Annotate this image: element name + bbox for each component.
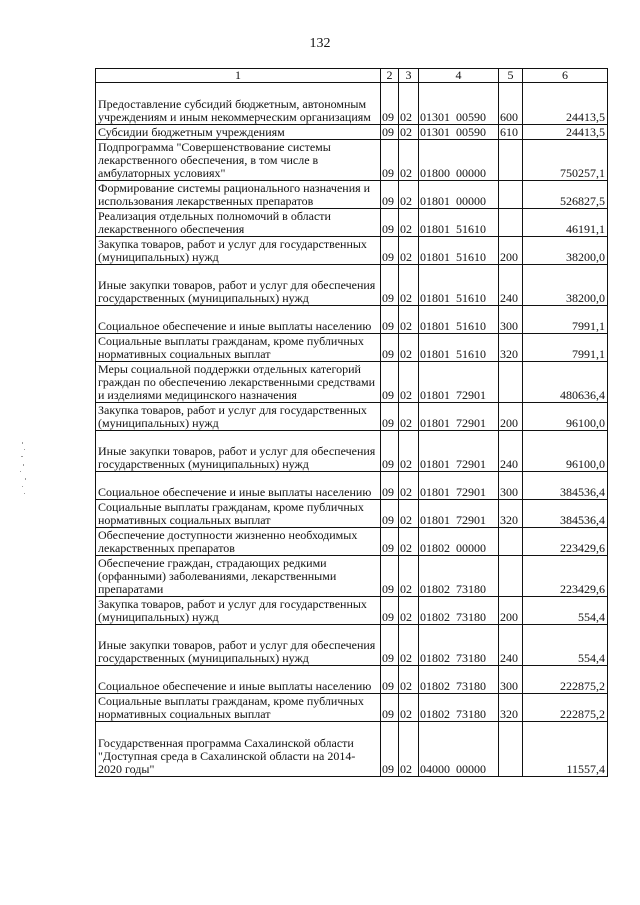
header-col-5: 5 xyxy=(499,69,523,83)
item-name: Подпрограмма "Совершенствование системы лекарственного обеспечения, в том числе в амбулаторных условиях" xyxy=(96,140,381,181)
target-article-code: 01801 00000 xyxy=(419,181,499,209)
table-row xyxy=(96,362,608,403)
table-row xyxy=(96,472,608,500)
table-row xyxy=(96,306,608,334)
table-row xyxy=(96,237,608,265)
section-code: 09 xyxy=(381,125,399,140)
section-code: 09 xyxy=(381,334,399,362)
subsection-code: 02 xyxy=(399,500,419,528)
section-code: 09 xyxy=(381,556,399,597)
subsection-code: 02 xyxy=(399,237,419,265)
subsection-code: 02 xyxy=(399,125,419,140)
amount: 384536,4 xyxy=(523,500,608,528)
section-code: 09 xyxy=(381,237,399,265)
expense-type-code: 320 xyxy=(499,334,523,362)
table-row xyxy=(96,209,608,237)
section-code: 09 xyxy=(381,306,399,334)
amount: 96100,0 xyxy=(523,431,608,472)
section-code: 09 xyxy=(381,265,399,306)
item-name: Социальные выплаты гражданам, кроме публичных нормативных социальных выплат xyxy=(96,694,381,722)
header-col-2: 2 xyxy=(381,69,399,83)
target-article-code: 01800 00000 xyxy=(419,140,499,181)
budget-table xyxy=(95,68,608,777)
table-row xyxy=(96,181,608,209)
target-article-code: 01802 73180 xyxy=(419,666,499,694)
subsection-code: 02 xyxy=(399,140,419,181)
section-code: 09 xyxy=(381,403,399,431)
table-row xyxy=(96,722,608,777)
amount: 223429,6 xyxy=(523,556,608,597)
subsection-code: 02 xyxy=(399,181,419,209)
section-code: 09 xyxy=(381,625,399,666)
amount: 526827,5 xyxy=(523,181,608,209)
amount: 554,4 xyxy=(523,597,608,625)
target-article-code: 01801 51610 xyxy=(419,209,499,237)
scan-marks-decoration xyxy=(16,440,30,500)
item-name: Социальное обеспечение и иные выплаты населению xyxy=(96,666,381,694)
item-name: Государственная программа Сахалинской области "Доступная среда в Сахалинской области на 2014-2020 годы" xyxy=(96,722,381,777)
expense-type-code: 240 xyxy=(499,431,523,472)
table-row xyxy=(96,140,608,181)
subsection-code: 02 xyxy=(399,597,419,625)
section-code: 09 xyxy=(381,666,399,694)
header-col-3: 3 xyxy=(399,69,419,83)
amount: 480636,4 xyxy=(523,362,608,403)
expense-type-code: 240 xyxy=(499,265,523,306)
expense-type-code: 200 xyxy=(499,597,523,625)
subsection-code: 02 xyxy=(399,472,419,500)
subsection-code: 02 xyxy=(399,556,419,597)
item-name: Формирование системы рационального назначения и использования лекарственных препаратов xyxy=(96,181,381,209)
target-article-code: 01801 51610 xyxy=(419,237,499,265)
item-name: Иные закупки товаров, работ и услуг для обеспечения государственных (муниципальных) нужд xyxy=(96,431,381,472)
item-name: Реализация отдельных полномочий в области лекарственного обеспечения xyxy=(96,209,381,237)
item-name: Социальное обеспечение и иные выплаты населению xyxy=(96,306,381,334)
item-name: Социальное обеспечение и иные выплаты населению xyxy=(96,472,381,500)
target-article-code: 01801 72901 xyxy=(419,500,499,528)
table-row xyxy=(96,528,608,556)
header-col-6: 6 xyxy=(523,69,608,83)
section-code: 09 xyxy=(381,722,399,777)
amount: 7991,1 xyxy=(523,334,608,362)
section-code: 09 xyxy=(381,209,399,237)
table-row xyxy=(96,556,608,597)
item-name: Обеспечение доступности жизненно необходимых лекарственных препаратов xyxy=(96,528,381,556)
target-article-code: 01801 51610 xyxy=(419,265,499,306)
expense-type-code xyxy=(499,556,523,597)
subsection-code: 02 xyxy=(399,625,419,666)
subsection-code: 02 xyxy=(399,265,419,306)
target-article-code: 01801 51610 xyxy=(419,334,499,362)
target-article-code: 01802 73180 xyxy=(419,694,499,722)
subsection-code: 02 xyxy=(399,83,419,125)
item-name: Предоставление субсидий бюджетным, автономным учреждениям и иным некоммерческим организациям xyxy=(96,83,381,125)
expense-type-code xyxy=(499,722,523,777)
target-article-code: 01801 72901 xyxy=(419,362,499,403)
table-row xyxy=(96,625,608,666)
section-code: 09 xyxy=(381,362,399,403)
table-row xyxy=(96,83,608,125)
target-article-code: 01802 73180 xyxy=(419,625,499,666)
amount: 554,4 xyxy=(523,625,608,666)
expense-type-code xyxy=(499,181,523,209)
table-header-row xyxy=(96,69,608,83)
amount: 222875,2 xyxy=(523,694,608,722)
item-name: Закупка товаров, работ и услуг для государственных (муниципальных) нужд xyxy=(96,597,381,625)
table-row xyxy=(96,403,608,431)
amount: 7991,1 xyxy=(523,306,608,334)
item-name: Закупка товаров, работ и услуг для государственных (муниципальных) нужд xyxy=(96,403,381,431)
section-code: 09 xyxy=(381,472,399,500)
expense-type-code: 300 xyxy=(499,306,523,334)
subsection-code: 02 xyxy=(399,694,419,722)
target-article-code: 04000 00000 xyxy=(419,722,499,777)
target-article-code: 01802 00000 xyxy=(419,528,499,556)
subsection-code: 02 xyxy=(399,722,419,777)
amount: 24413,5 xyxy=(523,125,608,140)
table-row xyxy=(96,125,608,140)
subsection-code: 02 xyxy=(399,666,419,694)
expense-type-code: 300 xyxy=(499,666,523,694)
amount: 384536,4 xyxy=(523,472,608,500)
target-article-code: 01802 73180 xyxy=(419,597,499,625)
amount: 24413,5 xyxy=(523,83,608,125)
table-body xyxy=(96,83,608,777)
amount: 38200,0 xyxy=(523,237,608,265)
target-article-code: 01301 00590 xyxy=(419,83,499,125)
amount: 38200,0 xyxy=(523,265,608,306)
item-name: Иные закупки товаров, работ и услуг для обеспечения государственных (муниципальных) нужд xyxy=(96,625,381,666)
subsection-code: 02 xyxy=(399,334,419,362)
amount: 222875,2 xyxy=(523,666,608,694)
table-row xyxy=(96,431,608,472)
section-code: 09 xyxy=(381,431,399,472)
section-code: 09 xyxy=(381,597,399,625)
expense-type-code xyxy=(499,209,523,237)
expense-type-code: 320 xyxy=(499,500,523,528)
amount: 750257,1 xyxy=(523,140,608,181)
item-name: Обеспечение граждан, страдающих редкими (орфанными) заболеваниями, лекарственными препаратами xyxy=(96,556,381,597)
item-name: Закупка товаров, работ и услуг для государственных (муниципальных) нужд xyxy=(96,237,381,265)
section-code: 09 xyxy=(381,140,399,181)
section-code: 09 xyxy=(381,694,399,722)
item-name: Социальные выплаты гражданам, кроме публичных нормативных социальных выплат xyxy=(96,500,381,528)
section-code: 09 xyxy=(381,83,399,125)
subsection-code: 02 xyxy=(399,431,419,472)
table-row xyxy=(96,265,608,306)
table-row xyxy=(96,597,608,625)
subsection-code: 02 xyxy=(399,403,419,431)
item-name: Субсидии бюджетным учреждениям xyxy=(96,125,381,140)
section-code: 09 xyxy=(381,181,399,209)
expense-type-code: 240 xyxy=(499,625,523,666)
target-article-code: 01801 51610 xyxy=(419,306,499,334)
target-article-code: 01801 72901 xyxy=(419,403,499,431)
expense-type-code: 610 xyxy=(499,125,523,140)
table-row xyxy=(96,666,608,694)
item-name: Меры социальной поддержки отдельных категорий граждан по обеспечению лекарственными средствами и изделиями медицинского назначения xyxy=(96,362,381,403)
header-col-4: 4 xyxy=(419,69,499,83)
expense-type-code xyxy=(499,528,523,556)
expense-type-code: 600 xyxy=(499,83,523,125)
table-row xyxy=(96,694,608,722)
amount: 46191,1 xyxy=(523,209,608,237)
expense-type-code: 300 xyxy=(499,472,523,500)
amount: 96100,0 xyxy=(523,403,608,431)
target-article-code: 01801 72901 xyxy=(419,472,499,500)
section-code: 09 xyxy=(381,528,399,556)
expense-type-code xyxy=(499,140,523,181)
target-article-code: 01801 72901 xyxy=(419,431,499,472)
subsection-code: 02 xyxy=(399,209,419,237)
target-article-code: 01802 73180 xyxy=(419,556,499,597)
page-number: 132 xyxy=(309,36,331,51)
target-article-code: 01301 00590 xyxy=(419,125,499,140)
expense-type-code xyxy=(499,362,523,403)
table-row xyxy=(96,334,608,362)
amount: 223429,6 xyxy=(523,528,608,556)
subsection-code: 02 xyxy=(399,362,419,403)
item-name: Иные закупки товаров, работ и услуг для обеспечения государственных (муниципальных) нужд xyxy=(96,265,381,306)
subsection-code: 02 xyxy=(399,528,419,556)
amount: 11557,4 xyxy=(523,722,608,777)
expense-type-code: 200 xyxy=(499,237,523,265)
expense-type-code: 320 xyxy=(499,694,523,722)
table-row xyxy=(96,500,608,528)
expense-type-code: 200 xyxy=(499,403,523,431)
header-col-1: 1 xyxy=(96,69,381,83)
item-name: Социальные выплаты гражданам, кроме публичных нормативных социальных выплат xyxy=(96,334,381,362)
section-code: 09 xyxy=(381,500,399,528)
subsection-code: 02 xyxy=(399,306,419,334)
